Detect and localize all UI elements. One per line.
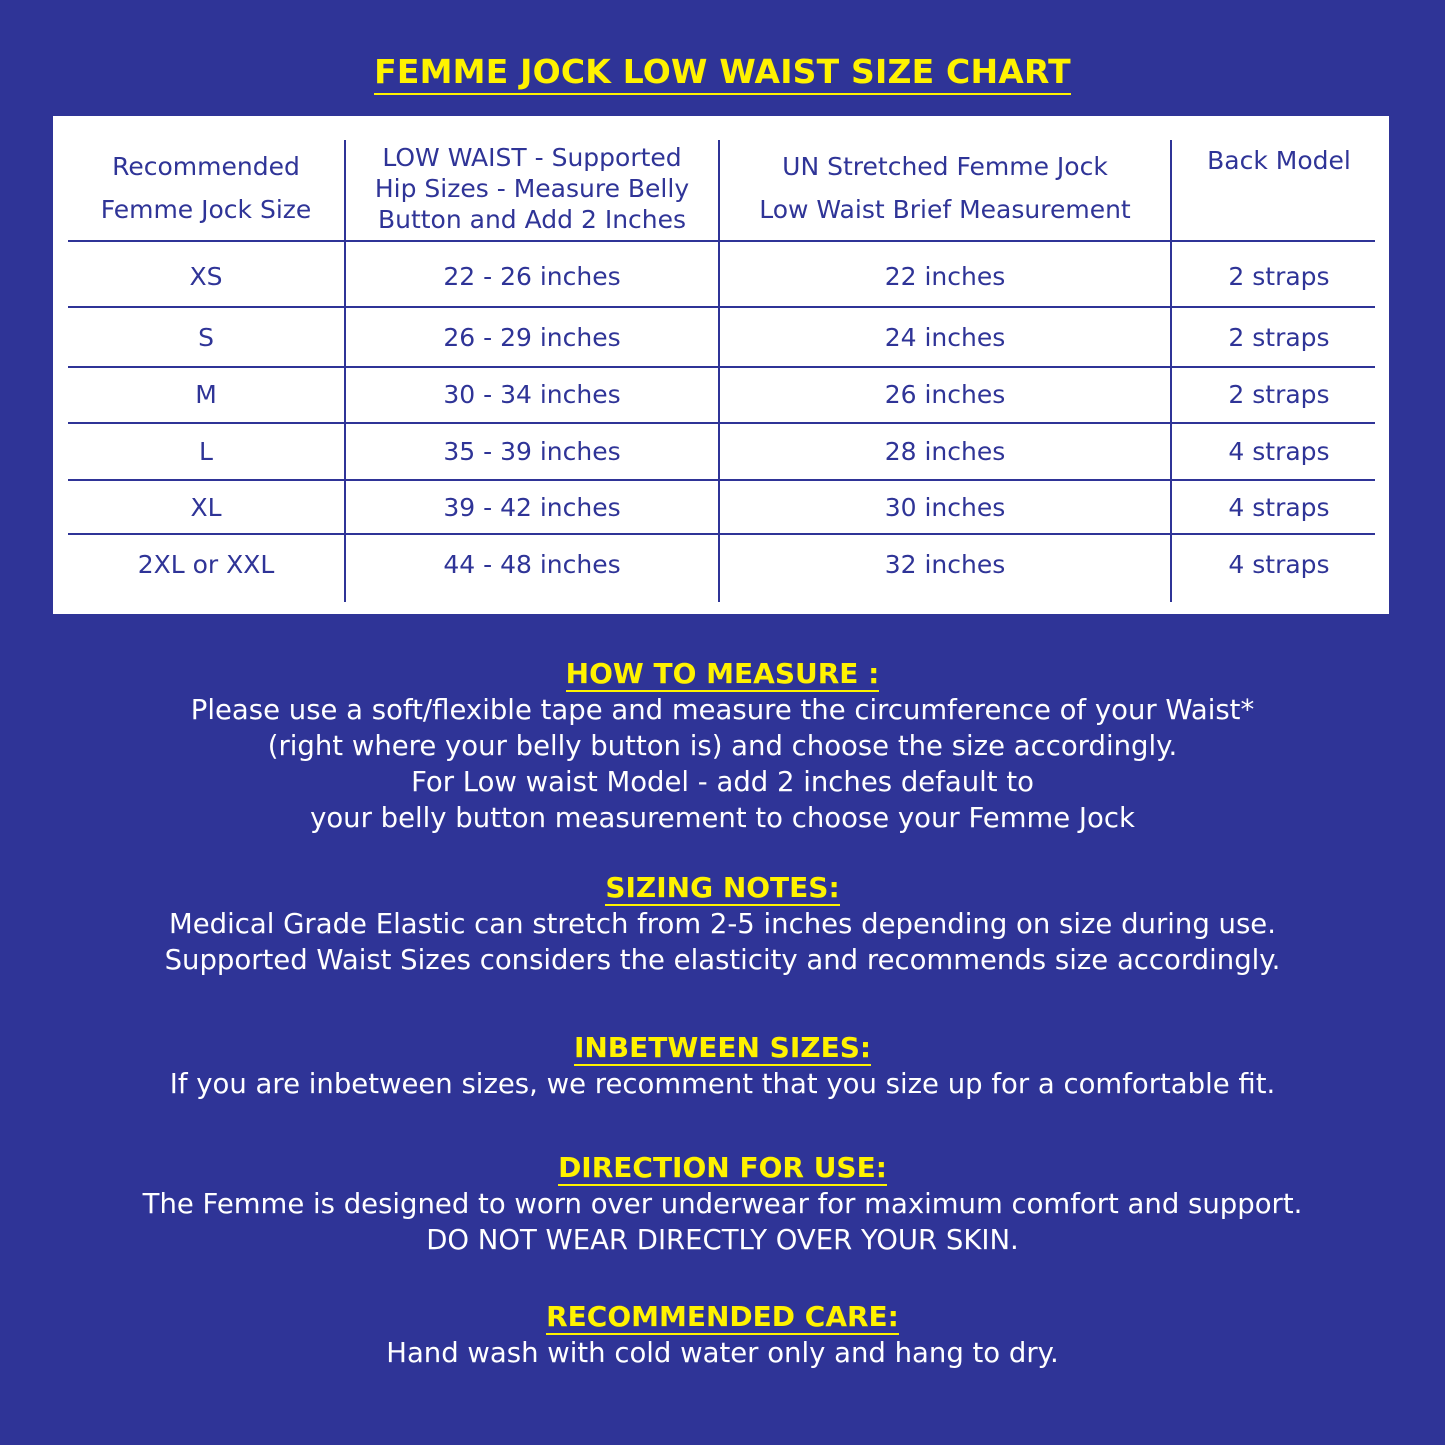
row-divider [68,306,1375,308]
cell-size: M [195,379,217,409]
header-size: Recommended Femme Jock Size [100,152,312,224]
cell-hip-range: 22 - 26 inches [443,261,621,291]
cell-back-model: 4 straps [1228,436,1330,466]
cell-size: XS [189,261,223,291]
cell-back-model: 2 straps [1228,322,1330,352]
cell-hip-range: 30 - 34 inches [443,379,621,409]
section-text: If you are inbetween sizes, we recomment that you size up for a comfortable fit. [169,1068,1276,1100]
page-title: FEMME JOCK LOW WAIST SIZE CHART [0,52,1445,91]
section-heading: RECOMMENDED CARE: [546,1300,899,1333]
cell-hip-range: 39 - 42 inches [443,492,621,522]
section-text: (right where your belly button is) and choose the size accordingly. [267,730,1178,762]
section-sizing-notes [0,870,1445,978]
cell-size: 2XL or XXL [137,549,275,579]
cell-brief-measurement: 30 inches [884,492,1006,522]
section-how-to-measure [0,656,1445,836]
cell-brief-measurement: 28 inches [884,436,1006,466]
row-divider [68,422,1375,424]
section-heading: HOW TO MEASURE : [565,657,880,690]
header-divider [68,240,1375,242]
cell-brief-measurement: 32 inches [884,549,1006,579]
section-text: The Femme is designed to worn over underwear for maximum comfort and support. [142,1188,1303,1220]
row-divider [68,479,1375,481]
size-chart-table [53,116,1389,614]
cell-size: S [198,322,214,352]
cell-brief-measurement: 24 inches [884,322,1006,352]
cell-hip-range: 44 - 48 inches [443,549,621,579]
section-heading: DIRECTION FOR USE: [558,1151,887,1184]
section-inbetween-sizes [0,1030,1445,1102]
section-text: Medical Grade Elastic can stretch from 2-5 inches depending on size during use. [169,908,1276,940]
header-hip: LOW WAIST - Supported Hip Sizes - Measure Belly Button and Add 2 Inches [374,142,690,234]
section-text: DO NOT WEAR DIRECTLY OVER YOUR SKIN. [426,1224,1019,1256]
section-heading: INBETWEEN SIZES: [573,1031,872,1064]
cell-size: L [199,436,213,466]
cell-size: XL [190,492,222,522]
cell-back-model: 2 straps [1228,379,1330,409]
section-recommended-care [0,1299,1445,1371]
cell-brief-measurement: 26 inches [884,379,1006,409]
row-divider [68,533,1375,535]
section-text: Please use a soft/flexible tape and measure the circumference of your Waist* [190,694,1255,726]
cell-back-model: 4 straps [1228,492,1330,522]
header-brief: UN Stretched Femme Jock Low Waist Brief Measurement [759,152,1131,224]
cell-hip-range: 26 - 29 inches [443,322,621,352]
section-text: your belly button measurement to choose your Femme Jock [310,802,1135,834]
section-text: Hand wash with cold water only and hang to dry. [386,1337,1059,1369]
section-direction-for-use [0,1150,1445,1258]
section-text: For Low waist Model - add 2 inches default to [411,766,1034,798]
cell-back-model: 2 straps [1228,261,1330,291]
cell-hip-range: 35 - 39 inches [443,436,621,466]
header-back-model: Back Model [1207,145,1351,175]
section-text: Supported Waist Sizes considers the elasticity and recommends size accordingly. [164,944,1281,976]
cell-back-model: 4 straps [1228,549,1330,579]
cell-brief-measurement: 22 inches [884,261,1006,291]
section-heading: SIZING NOTES: [605,871,840,904]
